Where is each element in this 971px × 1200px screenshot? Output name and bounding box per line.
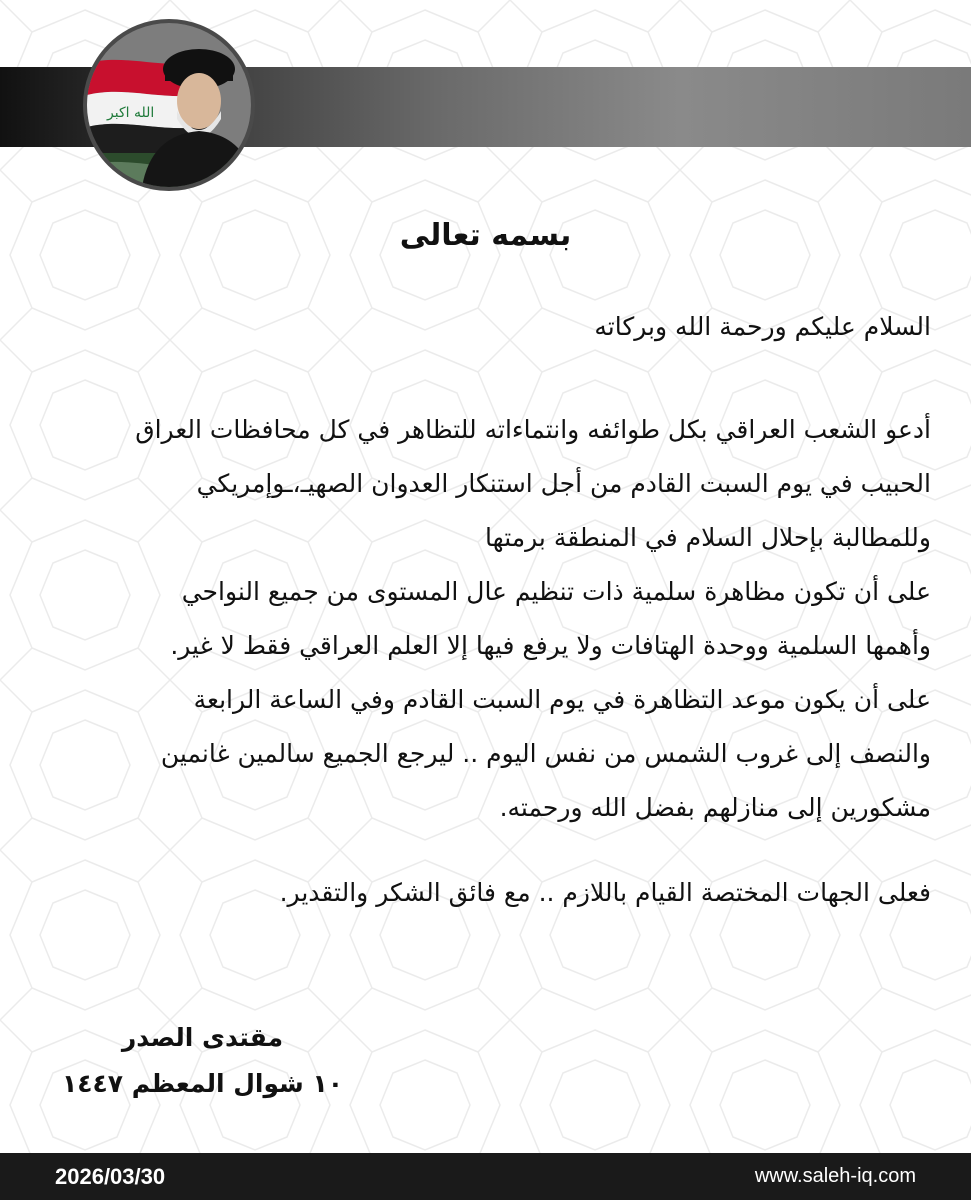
statement-paragraph — [36, 403, 931, 835]
footer-bar — [0, 1153, 971, 1200]
greeting-text: السلام عليكم ورحمة الله وبركاته — [594, 312, 931, 341]
portrait-avatar — [83, 19, 255, 191]
paragraph-line: الحبيب في يوم السبت القادم من أجل استنكار العدوان الصهيـ،ـوإمريكي — [196, 469, 931, 498]
closing-text: فعلى الجهات المختصة القيام باللازم .. مع فائق الشكر والتقدير. — [279, 878, 931, 907]
page-heading: بسمه تعالى — [399, 218, 572, 253]
signature-date: ١٠ شوال المعظم ١٤٤٧ — [62, 1069, 343, 1098]
paragraph-line: والنصف إلى غروب الشمس من نفس اليوم .. ليرجع الجميع سالمين غانمين — [160, 739, 931, 768]
signature-name: مقتدى الصدر — [121, 1023, 284, 1052]
signature-block — [62, 1015, 343, 1107]
svg-text:الله اكبر: الله اكبر — [107, 105, 155, 121]
portrait-icon — [87, 23, 251, 187]
paragraph-line: على أن يكون موعد التظاهرة في يوم السبت القادم وفي الساعة الرابعة — [193, 685, 931, 714]
paragraph-line: مشكورين إلى منازلهم بفضل الله ورحمته. — [499, 793, 931, 822]
paragraph-line: على أن تكون مظاهرة سلمية ذات تنظيم عال المستوى من جميع النواحي — [181, 577, 931, 606]
paragraph-line: أدعو الشعب العراقي بكل طوائفه وانتماءاته للتظاهر في كل محافظات العراق — [135, 415, 931, 444]
paragraph-line: وأهمها السلمية ووحدة الهتافات ولا يرفع فيها إلا العلم العراقي فقط لا غير. — [170, 631, 931, 660]
footer-website-link[interactable]: www.saleh-iq.com — [754, 1165, 916, 1187]
paragraph-line: وللمطالبة بإحلال السلام في المنطقة برمتها — [485, 523, 931, 552]
footer-date: 2026/03/30 — [55, 1164, 166, 1189]
